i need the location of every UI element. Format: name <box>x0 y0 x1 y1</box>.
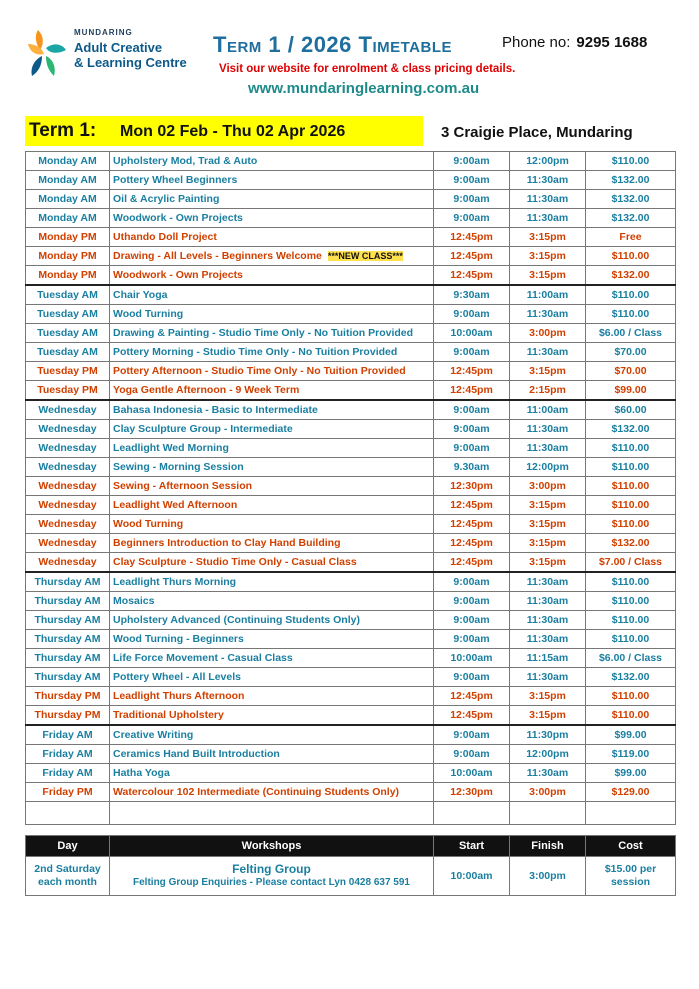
row-finish: 11:30am <box>510 343 586 362</box>
table-row <box>26 764 676 783</box>
row-class: Chair Yoga <box>110 285 434 305</box>
logo-line2: & Learning Centre <box>74 55 187 70</box>
workshop-day <box>26 857 110 896</box>
row-finish: 3:15pm <box>510 515 586 534</box>
row-class: Watercolour 102 Intermediate (Continuing Students Only) <box>110 783 434 802</box>
page-title: Term 1 / 2026 Timetable <box>213 32 452 57</box>
row-cost: $132.00 <box>586 171 676 190</box>
row-class: Sewing - Afternoon Session <box>110 477 434 496</box>
row-class: Clay Sculpture - Studio Time Only - Casual Class <box>110 553 434 573</box>
row-cost: $70.00 <box>586 362 676 381</box>
row-start: 12:45pm <box>434 706 510 726</box>
row-class: Wood Turning <box>110 305 434 324</box>
spacer-row <box>26 825 676 836</box>
row-cost: $132.00 <box>586 668 676 687</box>
row-day: Wednesday <box>26 439 110 458</box>
row-start: 9:00am <box>434 190 510 209</box>
row-class: Hatha Yoga <box>110 764 434 783</box>
row-day: Thursday AM <box>26 649 110 668</box>
table-row <box>26 630 676 649</box>
row-day: Friday AM <box>26 725 110 745</box>
workshop-finish: 3:00pm <box>510 857 586 896</box>
row-start: 9:30am <box>434 285 510 305</box>
row-finish: 11:30am <box>510 420 586 439</box>
row-day: Monday AM <box>26 209 110 228</box>
row-start: 9:00am <box>434 439 510 458</box>
blank-cell <box>434 802 510 825</box>
row-day: Wednesday <box>26 458 110 477</box>
row-cost: $110.00 <box>586 687 676 706</box>
table-row <box>26 687 676 706</box>
row-class: Beginners Introduction to Clay Hand Building <box>110 534 434 553</box>
row-class: Pottery Wheel Beginners <box>110 171 434 190</box>
table-row <box>26 152 676 171</box>
row-start: 9:00am <box>434 572 510 592</box>
row-finish: 12:00pm <box>510 152 586 171</box>
row-day: Monday PM <box>26 228 110 247</box>
row-finish: 11:30am <box>510 668 586 687</box>
row-start: 10:00am <box>434 764 510 783</box>
row-finish: 3:15pm <box>510 496 586 515</box>
row-day: Thursday PM <box>26 687 110 706</box>
row-cost: $132.00 <box>586 190 676 209</box>
row-finish: 3:15pm <box>510 553 586 573</box>
row-start: 9:00am <box>434 343 510 362</box>
table-row <box>26 343 676 362</box>
table-row <box>26 458 676 477</box>
header-cost: Cost <box>586 836 676 857</box>
row-cost: $110.00 <box>586 458 676 477</box>
row-class: Leadlight Thurs Morning <box>110 572 434 592</box>
row-finish: 11:30am <box>510 171 586 190</box>
phone-label: Phone no: <box>502 34 571 51</box>
row-start: 10:00am <box>434 324 510 343</box>
header-finish: Finish <box>510 836 586 857</box>
row-cost: $110.00 <box>586 630 676 649</box>
row-day: Wednesday <box>26 400 110 420</box>
row-class: Pottery Morning - Studio Time Only - No Tuition Provided <box>110 343 434 362</box>
page-header <box>0 0 699 110</box>
table-row <box>26 515 676 534</box>
row-start: 12:45pm <box>434 496 510 515</box>
row-start: 12:45pm <box>434 553 510 573</box>
row-start: 12:45pm <box>434 362 510 381</box>
row-start: 10:00am <box>434 649 510 668</box>
workshop-subtitle: Felting Group Enquiries - Please contact Lyn 0428 637 591 <box>133 877 410 888</box>
table-row <box>26 439 676 458</box>
row-class: Leadlight Thurs Afternoon <box>110 687 434 706</box>
workshop-cost <box>586 857 676 896</box>
row-start: 12:45pm <box>434 266 510 286</box>
row-finish: 3:15pm <box>510 534 586 553</box>
row-class: Uthando Doll Project <box>110 228 434 247</box>
row-finish: 3:00pm <box>510 477 586 496</box>
row-day: Wednesday <box>26 515 110 534</box>
row-start: 12:45pm <box>434 381 510 401</box>
workshop-cost-line2: session <box>610 876 651 888</box>
table-row <box>26 305 676 324</box>
row-finish: 3:00pm <box>510 783 586 802</box>
row-day: Friday AM <box>26 745 110 764</box>
table-row <box>26 381 676 401</box>
workshop-row <box>26 857 676 896</box>
row-cost: $110.00 <box>586 515 676 534</box>
row-day: Wednesday <box>26 553 110 573</box>
row-day: Tuesday AM <box>26 324 110 343</box>
row-cost: $60.00 <box>586 400 676 420</box>
header-workshops: Workshops <box>110 836 434 857</box>
table-row <box>26 706 676 726</box>
row-class: Leadlight Wed Afternoon <box>110 496 434 515</box>
row-class <box>110 247 434 266</box>
table-row <box>26 783 676 802</box>
row-cost: $110.00 <box>586 611 676 630</box>
row-cost: $119.00 <box>586 745 676 764</box>
row-start: 12:45pm <box>434 515 510 534</box>
row-cost: $110.00 <box>586 496 676 515</box>
row-start: 9:00am <box>434 420 510 439</box>
phone-info <box>502 34 647 51</box>
row-class: Wood Turning - Beginners <box>110 630 434 649</box>
row-finish: 12:00pm <box>510 458 586 477</box>
row-cost: $132.00 <box>586 534 676 553</box>
table-row <box>26 477 676 496</box>
row-day: Tuesday AM <box>26 343 110 362</box>
row-finish: 3:15pm <box>510 706 586 726</box>
row-day: Thursday AM <box>26 592 110 611</box>
row-day: Friday AM <box>26 764 110 783</box>
table-row <box>26 592 676 611</box>
table-row <box>26 228 676 247</box>
row-day: Monday AM <box>26 152 110 171</box>
row-day: Thursday AM <box>26 668 110 687</box>
row-class: Ceramics Hand Built Introduction <box>110 745 434 764</box>
row-start: 12:30pm <box>434 783 510 802</box>
table-row <box>26 668 676 687</box>
table-row <box>26 190 676 209</box>
row-class: Upholstery Advanced (Continuing Students Only) <box>110 611 434 630</box>
phone-number: 9295 1688 <box>576 34 648 51</box>
table-row <box>26 534 676 553</box>
row-class: Leadlight Wed Morning <box>110 439 434 458</box>
row-start: 9:00am <box>434 305 510 324</box>
row-cost: $110.00 <box>586 477 676 496</box>
row-class-text: Drawing - All Levels - Beginners Welcome <box>113 250 322 262</box>
workshop-title: Felting Group <box>232 862 311 876</box>
row-day: Monday PM <box>26 266 110 286</box>
row-class: Life Force Movement - Casual Class <box>110 649 434 668</box>
row-start: 9:00am <box>434 209 510 228</box>
blank-cell <box>110 802 434 825</box>
row-start: 12:45pm <box>434 247 510 266</box>
row-finish: 11:00am <box>510 400 586 420</box>
row-class: Pottery Afternoon - Studio Time Only - No Tuition Provided <box>110 362 434 381</box>
table-row <box>26 420 676 439</box>
timetable <box>25 151 676 896</box>
row-finish: 3:15pm <box>510 247 586 266</box>
row-finish: 11:30am <box>510 592 586 611</box>
row-class: Sewing - Morning Session <box>110 458 434 477</box>
row-cost: $110.00 <box>586 439 676 458</box>
row-finish: 11:30am <box>510 764 586 783</box>
row-cost: $110.00 <box>586 592 676 611</box>
workshops-header-row <box>26 836 676 857</box>
row-finish: 11:30am <box>510 439 586 458</box>
row-start: 9:00am <box>434 611 510 630</box>
row-day: Tuesday PM <box>26 381 110 401</box>
row-start: 9:00am <box>434 171 510 190</box>
row-class: Pottery Wheel - All Levels <box>110 668 434 687</box>
row-start: 9:00am <box>434 592 510 611</box>
row-finish: 11:30am <box>510 630 586 649</box>
row-finish: 3:15pm <box>510 362 586 381</box>
table-row <box>26 649 676 668</box>
row-day: Wednesday <box>26 534 110 553</box>
row-cost: $110.00 <box>586 305 676 324</box>
row-cost: $110.00 <box>586 152 676 171</box>
row-class: Bahasa Indonesia - Basic to Intermediate <box>110 400 434 420</box>
blank-cell <box>26 802 110 825</box>
table-row <box>26 209 676 228</box>
row-day: Monday PM <box>26 247 110 266</box>
row-day: Tuesday AM <box>26 305 110 324</box>
row-class: Creative Writing <box>110 725 434 745</box>
term-dates: Mon 02 Feb - Thu 02 Apr 2026 <box>120 123 346 140</box>
row-class: Clay Sculpture Group - Intermediate <box>110 420 434 439</box>
row-finish: 3:15pm <box>510 266 586 286</box>
row-finish: 12:00pm <box>510 745 586 764</box>
row-class: Woodwork - Own Projects <box>110 266 434 286</box>
row-day: Wednesday <box>26 496 110 515</box>
centre-address: 3 Craigie Place, Mundaring <box>441 124 633 141</box>
new-class-badge: ***NEW CLASS*** <box>327 251 403 261</box>
blank-cell <box>510 802 586 825</box>
row-cost: $110.00 <box>586 572 676 592</box>
row-finish: 3:00pm <box>510 324 586 343</box>
row-day: Thursday PM <box>26 706 110 726</box>
row-class: Drawing & Painting - Studio Time Only - No Tuition Provided <box>110 324 434 343</box>
row-finish: 11:00am <box>510 285 586 305</box>
table-row <box>26 171 676 190</box>
row-cost: $129.00 <box>586 783 676 802</box>
row-class: Oil & Acrylic Painting <box>110 190 434 209</box>
row-class: Mosaics <box>110 592 434 611</box>
row-start: 9:00am <box>434 668 510 687</box>
row-cost: $6.00 / Class <box>586 324 676 343</box>
table-row <box>26 247 676 266</box>
row-class: Yoga Gentle Afternoon - 9 Week Term <box>110 381 434 401</box>
row-class: Traditional Upholstery <box>110 706 434 726</box>
workshop-start: 10:00am <box>434 857 510 896</box>
row-cost: $99.00 <box>586 381 676 401</box>
table-row <box>26 611 676 630</box>
row-start: 9:00am <box>434 630 510 649</box>
row-day: Monday AM <box>26 171 110 190</box>
row-day: Wednesday <box>26 420 110 439</box>
row-cost: $132.00 <box>586 209 676 228</box>
blank-cell <box>586 802 676 825</box>
row-finish: 11:30pm <box>510 725 586 745</box>
workshop-day-line2: each month <box>38 876 97 888</box>
centre-logo <box>24 24 214 84</box>
row-cost: $132.00 <box>586 420 676 439</box>
workshop-cost-line1: $15.00 per <box>604 863 657 875</box>
term-banner <box>25 116 423 146</box>
spacer-cell <box>26 825 676 836</box>
table-row <box>26 572 676 592</box>
row-day: Wednesday <box>26 477 110 496</box>
row-finish: 2:15pm <box>510 381 586 401</box>
website-link[interactable]: www.mundaringlearning.com.au <box>248 80 480 97</box>
row-day: Thursday AM <box>26 572 110 592</box>
row-cost: $70.00 <box>586 343 676 362</box>
row-class: Woodwork - Own Projects <box>110 209 434 228</box>
row-start: 12:45pm <box>434 534 510 553</box>
row-finish: 11:15am <box>510 649 586 668</box>
row-day: Friday PM <box>26 783 110 802</box>
table-row <box>26 725 676 745</box>
row-class: Upholstery Mod, Trad & Auto <box>110 152 434 171</box>
row-cost: $99.00 <box>586 725 676 745</box>
row-finish: 3:15pm <box>510 687 586 706</box>
row-cost: $6.00 / Class <box>586 649 676 668</box>
row-cost: $99.00 <box>586 764 676 783</box>
row-finish: 3:15pm <box>510 228 586 247</box>
blank-row <box>26 802 676 825</box>
row-finish: 11:30am <box>510 209 586 228</box>
row-day: Tuesday AM <box>26 285 110 305</box>
logo-mark-icon <box>24 26 68 78</box>
table-row <box>26 400 676 420</box>
term-label: Term 1: <box>29 120 97 141</box>
header-day: Day <box>26 836 110 857</box>
row-start: 9:00am <box>434 745 510 764</box>
row-start: 12:45pm <box>434 228 510 247</box>
row-start: 12:30pm <box>434 477 510 496</box>
row-cost: $7.00 / Class <box>586 553 676 573</box>
row-cost: Free <box>586 228 676 247</box>
table-row <box>26 553 676 573</box>
row-finish: 11:30am <box>510 190 586 209</box>
row-start: 9:00am <box>434 400 510 420</box>
row-cost: $132.00 <box>586 266 676 286</box>
header-start: Start <box>434 836 510 857</box>
row-finish: 11:30am <box>510 611 586 630</box>
visit-notice: Visit our website for enrolment & class pricing details. <box>219 63 516 75</box>
workshop-day-line1: 2nd Saturday <box>34 863 101 875</box>
row-start: 12:45pm <box>434 687 510 706</box>
row-cost: $110.00 <box>586 706 676 726</box>
row-cost: $110.00 <box>586 285 676 305</box>
logo-small-text: MUNDARING <box>74 28 133 37</box>
row-cost: $110.00 <box>586 247 676 266</box>
workshop-details <box>110 857 434 896</box>
row-finish: 11:30am <box>510 572 586 592</box>
table-row <box>26 285 676 305</box>
row-start: 9:00am <box>434 152 510 171</box>
table-row <box>26 745 676 764</box>
row-day: Tuesday PM <box>26 362 110 381</box>
row-start: 9:00am <box>434 725 510 745</box>
logo-line1: Adult Creative <box>74 40 163 55</box>
row-day: Thursday AM <box>26 611 110 630</box>
table-row <box>26 266 676 286</box>
row-finish: 11:30am <box>510 305 586 324</box>
row-start: 9.30am <box>434 458 510 477</box>
row-class: Wood Turning <box>110 515 434 534</box>
row-day: Monday AM <box>26 190 110 209</box>
table-row <box>26 324 676 343</box>
table-row <box>26 362 676 381</box>
row-day: Thursday AM <box>26 630 110 649</box>
table-row <box>26 496 676 515</box>
